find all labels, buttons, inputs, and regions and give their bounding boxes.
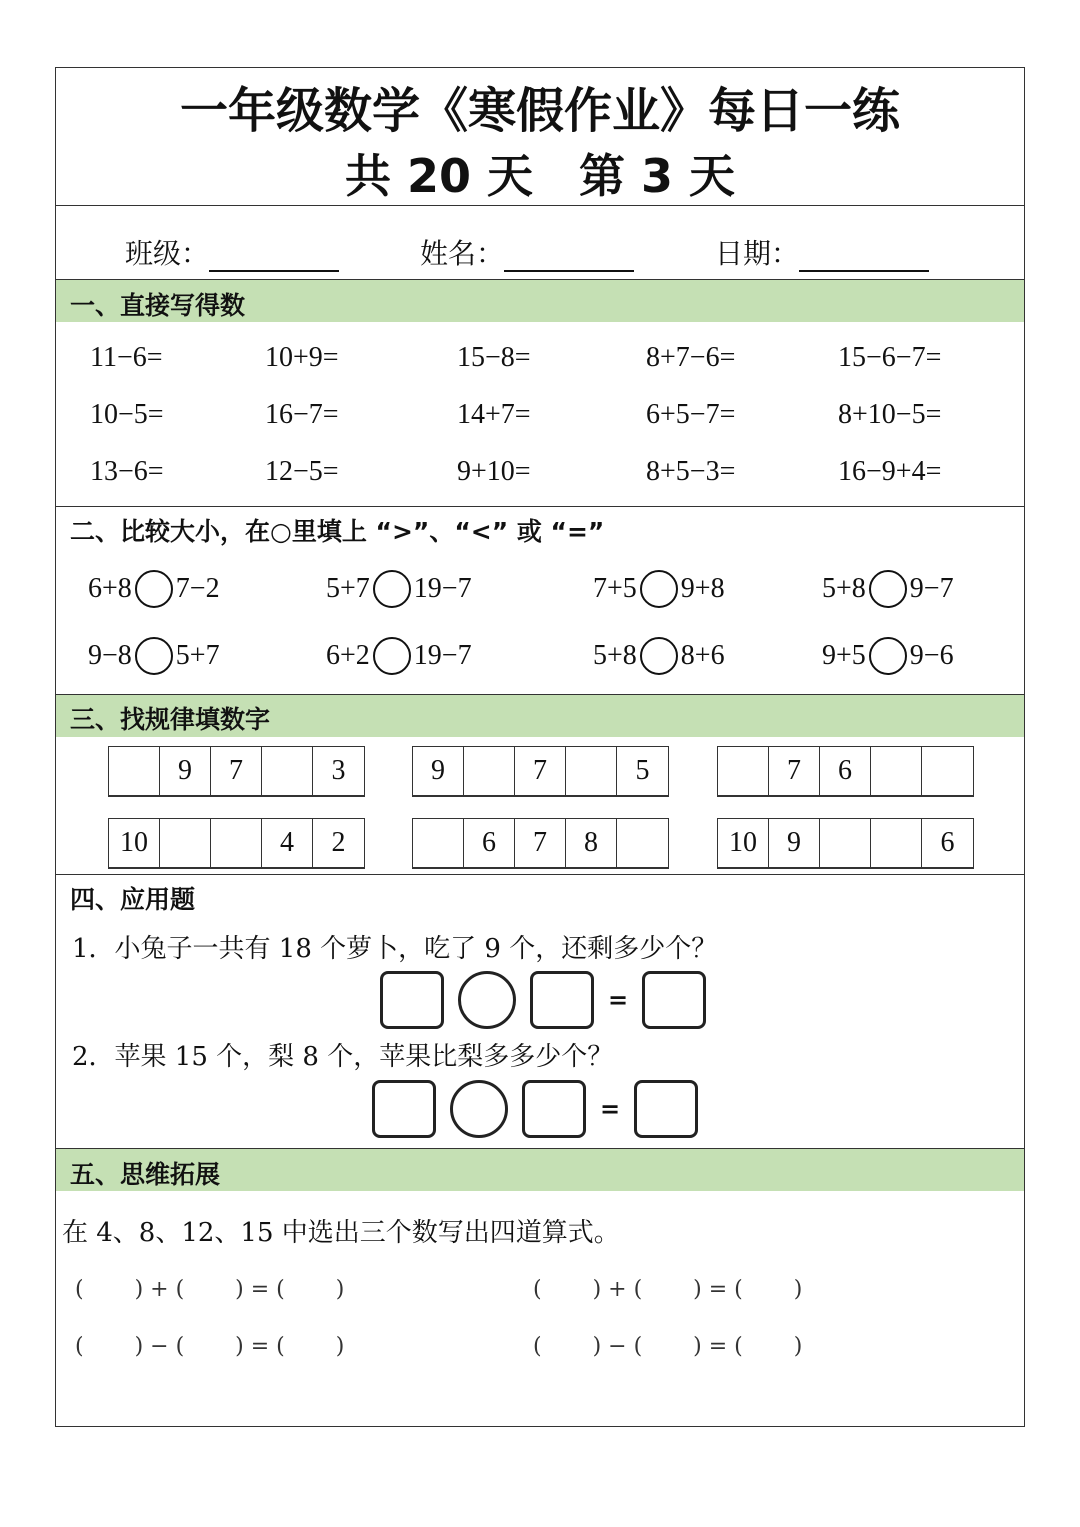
number-sequence [717,746,974,797]
arithmetic-problem: 6+5−7= [646,399,736,430]
addition-blank-1[interactable]: ( ) + ( ) = ( ) [75,1277,345,1302]
equals-sign: = [600,1095,621,1123]
blank-cell[interactable] [464,747,515,795]
number-cell: 10 [109,819,160,867]
number-cell: 7 [211,747,262,795]
answer-box[interactable] [522,1080,586,1138]
compare-circle[interactable] [640,637,678,675]
compare-circle[interactable] [373,570,411,608]
name-field[interactable] [420,232,634,272]
left-expression: 9−8 [88,640,132,671]
answer-box[interactable] [642,971,706,1029]
section-1-header: 一、直接写得数 [70,291,246,320]
number-cell: 7 [515,819,566,867]
arithmetic-problem: 14+7= [457,399,531,430]
class-field[interactable] [125,232,339,272]
section-3-header: 三、找规律填数字 [70,705,271,734]
left-expression: 5+8 [822,573,866,604]
right-expression: 8+6 [680,640,725,671]
right-expression: 19−7 [413,573,472,604]
arithmetic-problem: 9+10= [457,456,531,487]
worksheet-title: 一年级数学《寒假作业》每日一练 [179,83,900,139]
arithmetic-problem: 8+5−3= [646,456,736,487]
number-cell: 9 [413,747,464,795]
number-cell: 8 [566,819,617,867]
blank-cell[interactable] [922,747,973,795]
arithmetic-problem: 16−7= [265,399,339,430]
right-expression: 9−6 [909,640,954,671]
extension-prompt: 在 4、8、12、15 中选出三个数写出四道算式。 [62,1218,620,1248]
right-expression: 9−7 [909,573,954,604]
number-cell: 9 [160,747,211,795]
class-label: 班级： [125,237,210,270]
blank-cell[interactable] [211,819,262,867]
left-expression: 7+5 [593,573,637,604]
arithmetic-problem: 10+9= [265,342,339,373]
section-4-header: 四、应用题 [70,885,196,914]
number-sequence [108,746,365,797]
compare-circle[interactable] [640,570,678,608]
number-cell: 7 [515,747,566,795]
arithmetic-problem: 8+10−5= [838,399,942,430]
blank-cell[interactable] [262,747,313,795]
number-cell: 10 [718,819,769,867]
number-cell: 6 [820,747,871,795]
comparison-problem [593,637,725,675]
subtraction-blank-2[interactable]: ( ) − ( ) = ( ) [533,1334,803,1359]
number-sequence [717,818,974,869]
operator-circle[interactable] [450,1080,508,1138]
compare-circle[interactable] [869,637,907,675]
blank-cell[interactable] [109,747,160,795]
arithmetic-problem: 13−6= [90,456,164,487]
arithmetic-problem: 11−6= [90,342,163,373]
number-cell: 2 [331,827,346,858]
blank-cell[interactable] [617,819,668,867]
number-cell: 9 [769,819,820,867]
number-cell: 4 [262,819,313,867]
comparison-problem [822,570,954,608]
comparison-problem [88,637,220,675]
blank-cell[interactable] [566,747,617,795]
comparison-problem [822,637,954,675]
date-label: 日期： [715,237,800,270]
left-expression: 6+8 [88,573,132,604]
left-expression: 6+2 [326,640,370,671]
number-sequence [412,818,669,869]
number-sequence [412,746,669,797]
blank-cell[interactable] [718,747,769,795]
left-expression: 5+8 [593,640,637,671]
comparison-problem [326,637,472,675]
comparison-problem [326,570,472,608]
equals-sign: = [608,986,629,1014]
blank-cell[interactable] [160,819,211,867]
left-expression: 5+7 [326,573,370,604]
arithmetic-problem: 15−8= [457,342,531,373]
answer-shapes-1[interactable] [380,971,706,1029]
divider [55,205,1025,206]
compare-circle[interactable] [373,637,411,675]
right-expression: 9+8 [680,573,725,604]
subtraction-blank-1[interactable]: ( ) − ( ) = ( ) [75,1334,345,1359]
answer-shapes-2[interactable] [372,1080,698,1138]
addition-blank-2[interactable]: ( ) + ( ) = ( ) [533,1277,803,1302]
arithmetic-problem: 8+7−6= [646,342,736,373]
arithmetic-problem: 15−6−7= [838,342,942,373]
name-label: 姓名： [420,237,505,270]
compare-circle[interactable] [135,637,173,675]
operator-circle[interactable] [458,971,516,1029]
blank-cell[interactable] [871,747,922,795]
comparison-problem [593,570,725,608]
answer-box[interactable] [530,971,594,1029]
number-cell: 7 [769,747,820,795]
answer-box[interactable] [380,971,444,1029]
answer-box[interactable] [634,1080,698,1138]
day-counter: 共 20 天 第 3 天 [344,149,736,203]
section-2-header: 二、比较大小，在○里填上 “>”、“<” 或 “=” [70,517,605,546]
blank-cell[interactable] [820,819,871,867]
compare-circle[interactable] [135,570,173,608]
left-expression: 9+5 [822,640,866,671]
divider [55,874,1025,875]
date-field[interactable] [715,232,929,272]
number-cell: 6 [464,819,515,867]
number-sequence [108,818,365,869]
arithmetic-problem: 10−5= [90,399,164,430]
number-cell: 3 [331,755,346,786]
question-1: 1．小兔子一共有 18 个萝卜，吃了 9 个，还剩多少个？ [72,934,718,964]
blank-cell[interactable] [871,819,922,867]
arithmetic-problem: 12−5= [265,456,339,487]
divider [55,506,1025,507]
right-expression: 5+7 [175,640,220,671]
section-5-header: 五、思维拓展 [70,1160,221,1189]
right-expression: 7−2 [175,573,220,604]
question-2: 2．苹果 15 个，梨 8 个，苹果比梨多多少个？ [72,1042,614,1072]
number-cell: 6 [940,827,955,858]
right-expression: 19−7 [413,640,472,671]
arithmetic-problem: 16−9+4= [838,456,942,487]
comparison-problem [88,570,220,608]
answer-box[interactable] [372,1080,436,1138]
compare-circle[interactable] [869,570,907,608]
number-cell: 5 [635,755,650,786]
blank-cell[interactable] [413,819,464,867]
